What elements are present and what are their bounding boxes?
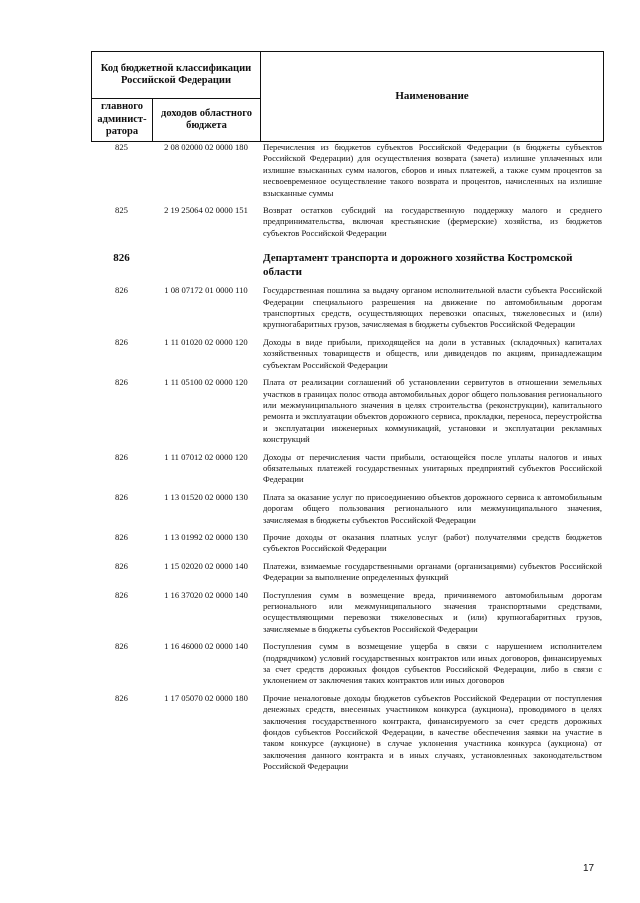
admin-code-cell: 826 [115, 641, 128, 652]
admin-code-cell: 826 [115, 531, 128, 542]
admin-code-cell: 826 [115, 491, 128, 502]
admin-code-cell: 826 [115, 451, 128, 462]
income-code-cell [152, 239, 260, 279]
table-row [91, 687, 604, 773]
admin-code-cell: 826 [115, 560, 128, 571]
income-code-cell: 2 19 25064 02 0000 151 [164, 205, 248, 216]
description-cell: Платежи, взимаемые государственными органами (организациями) субъектов Российской Федерации за выполнение определенных функций [263, 560, 602, 583]
table-row [91, 526, 604, 555]
description-cell: Государственная пошлина за выдачу органом исполнительной власти субъекта Российской Федерации специального разрешения на движение по автомобильным дорогам транспортных средств, осуществляющих перевозки опасных, тяжеловесных и (или) крупногабаритных грузов, зачисляемая в бюджеты субъектов Российской Федерации [263, 285, 602, 330]
description-cell: Возврат остатков субсидий на государственную поддержку малого и среднего предпринимательства, включая крестьянские (фермерские) хозяйства, из бюджетов субъектов Российской Федерации [263, 205, 602, 238]
description-cell: Доходы от перечисления части прибыли, остающейся после уплаты налогов и иных обязательных платежей государственных унитарных предприятий субъектов Российской Федерации [263, 451, 602, 485]
description-cell: Перечисления из бюджетов субъектов Российской Федерации (в бюджеты субъектов Российской Федерации) для осуществления возврата (зачета) излишне уплаченных или излишне взысканных сумм налогов, сборов и иных платежей, а также сумм процентов за несвоевременное осуществление такого возврата и процентов, начисленных на излишне взысканные суммы [263, 142, 602, 198]
income-code-cell: 1 13 01520 02 0000 130 [164, 491, 248, 502]
table-body [91, 142, 604, 773]
table-row [91, 555, 604, 584]
admin-code-cell: 826 [113, 252, 130, 265]
income-code-cell: 2 08 02000 02 0000 180 [164, 142, 248, 152]
table-row [91, 446, 604, 486]
page-number: 17 [583, 863, 595, 874]
document-page [91, 51, 605, 773]
name-column-header: Наименование [261, 52, 604, 142]
description-cell: Прочие неналоговые доходы бюджетов субъектов Российской Федерации от поступления денежных средств, внесенных участником конкурса (аукциона), проводимого в целях заключения государственного контракта, финансируемого за счет средств дорожных фондов субъектов Российской Федерации, в качестве обеспечения заявки на участие в таком конкурсе (аукционе) в случае уклонения участника конкурса (аукциона) от заключения данного контракта и в иных случаях, установленных законодательством Российской Федерации [263, 692, 602, 772]
description-cell: Плата от реализации соглашений об установлении сервитутов в отношении земельных участков в границах полос отвода автомобильных дорог общего пользования регионального или межмуниципального значения в целях строительства (реконструкции), капитального ремонта и эксплуатации объектов дорожного сервиса, прокладки, переноса, переустройства и эксплуатации инженерных коммуникаций, установки и эксплуатации рекламных конструкций [263, 377, 602, 445]
table-row [91, 584, 604, 636]
description-cell: Плата за оказание услуг по присоединению объектов дорожного сервиса к автомобильным дорогам общего пользования регионального или межмуниципального значения, зачисляемая в бюджеты субъектов Российской Федерации [263, 491, 602, 525]
table-row [91, 331, 604, 371]
admin-code-cell: 826 [115, 589, 128, 600]
description-cell: Поступления сумм в возмещение вреда, причиняемого автомобильным дорогам регионального или межмуниципального значения транспортными средствами, осуществляющими перевозки тяжеловесных и (или) крупногабаритных грузов, зачисляемые в бюджеты субъектов Российской Федерации [263, 589, 602, 634]
table-header [91, 51, 604, 142]
admin-code-cell: 825 [115, 142, 128, 152]
description-cell: Поступления сумм в возмещение ущерба в связи с нарушением исполнителем (подрядчиком) условий государственных контрактов или иных договоров, финансируемых за счет средств дорожных фондов субъектов Российской Федерации, либо в связи с уклонением от заключения таких контрактов или иных договоров [263, 641, 602, 686]
income-code-cell: 1 16 37020 02 0000 140 [164, 589, 248, 600]
admin-code-cell: 826 [115, 285, 128, 296]
description-cell: Доходы в виде прибыли, приходящейся на доли в уставных (складочных) капиталах хозяйственных товариществ и обществ, или дивидендов по акциям, принадлежащим субъектам Российской Федерации [263, 336, 602, 370]
admin-code-cell: 825 [115, 205, 128, 216]
income-code-cell: 1 11 05100 02 0000 120 [164, 377, 248, 388]
admin-code-cell: 826 [115, 377, 128, 388]
income-code-cell: 1 15 02020 02 0000 140 [164, 560, 248, 571]
income-column-header: доходов областного бюджета [153, 99, 261, 142]
admin-code-cell: 826 [115, 336, 128, 347]
table-row [91, 142, 604, 199]
income-code-cell: 1 11 07012 02 0000 120 [164, 451, 248, 462]
table-row [91, 371, 604, 445]
description-cell: Прочие доходы от оказания платных услуг (работ) получателями средств бюджетов субъектов Российской Федерации [263, 531, 602, 554]
admin-code-cell: 826 [115, 692, 128, 703]
income-code-cell: 1 17 05070 02 0000 180 [164, 692, 248, 703]
table-row [91, 279, 604, 331]
income-code-cell: 1 13 01992 02 0000 130 [164, 531, 248, 542]
table-row [91, 635, 604, 687]
department-row [91, 239, 604, 279]
description-cell: Департамент транспорта и дорожного хозяйства Костромской области [263, 252, 573, 279]
budget-classification-header: Код бюджетной классификации Российской Федерации [92, 52, 261, 99]
table-row [91, 486, 604, 526]
table-row [91, 199, 604, 239]
income-code-cell: 1 11 01020 02 0000 120 [164, 336, 248, 347]
income-code-cell: 1 08 07172 01 0000 110 [164, 285, 248, 296]
income-code-cell: 1 16 46000 02 0000 140 [164, 641, 248, 652]
admin-column-header: главного админист-ратора [92, 99, 153, 142]
